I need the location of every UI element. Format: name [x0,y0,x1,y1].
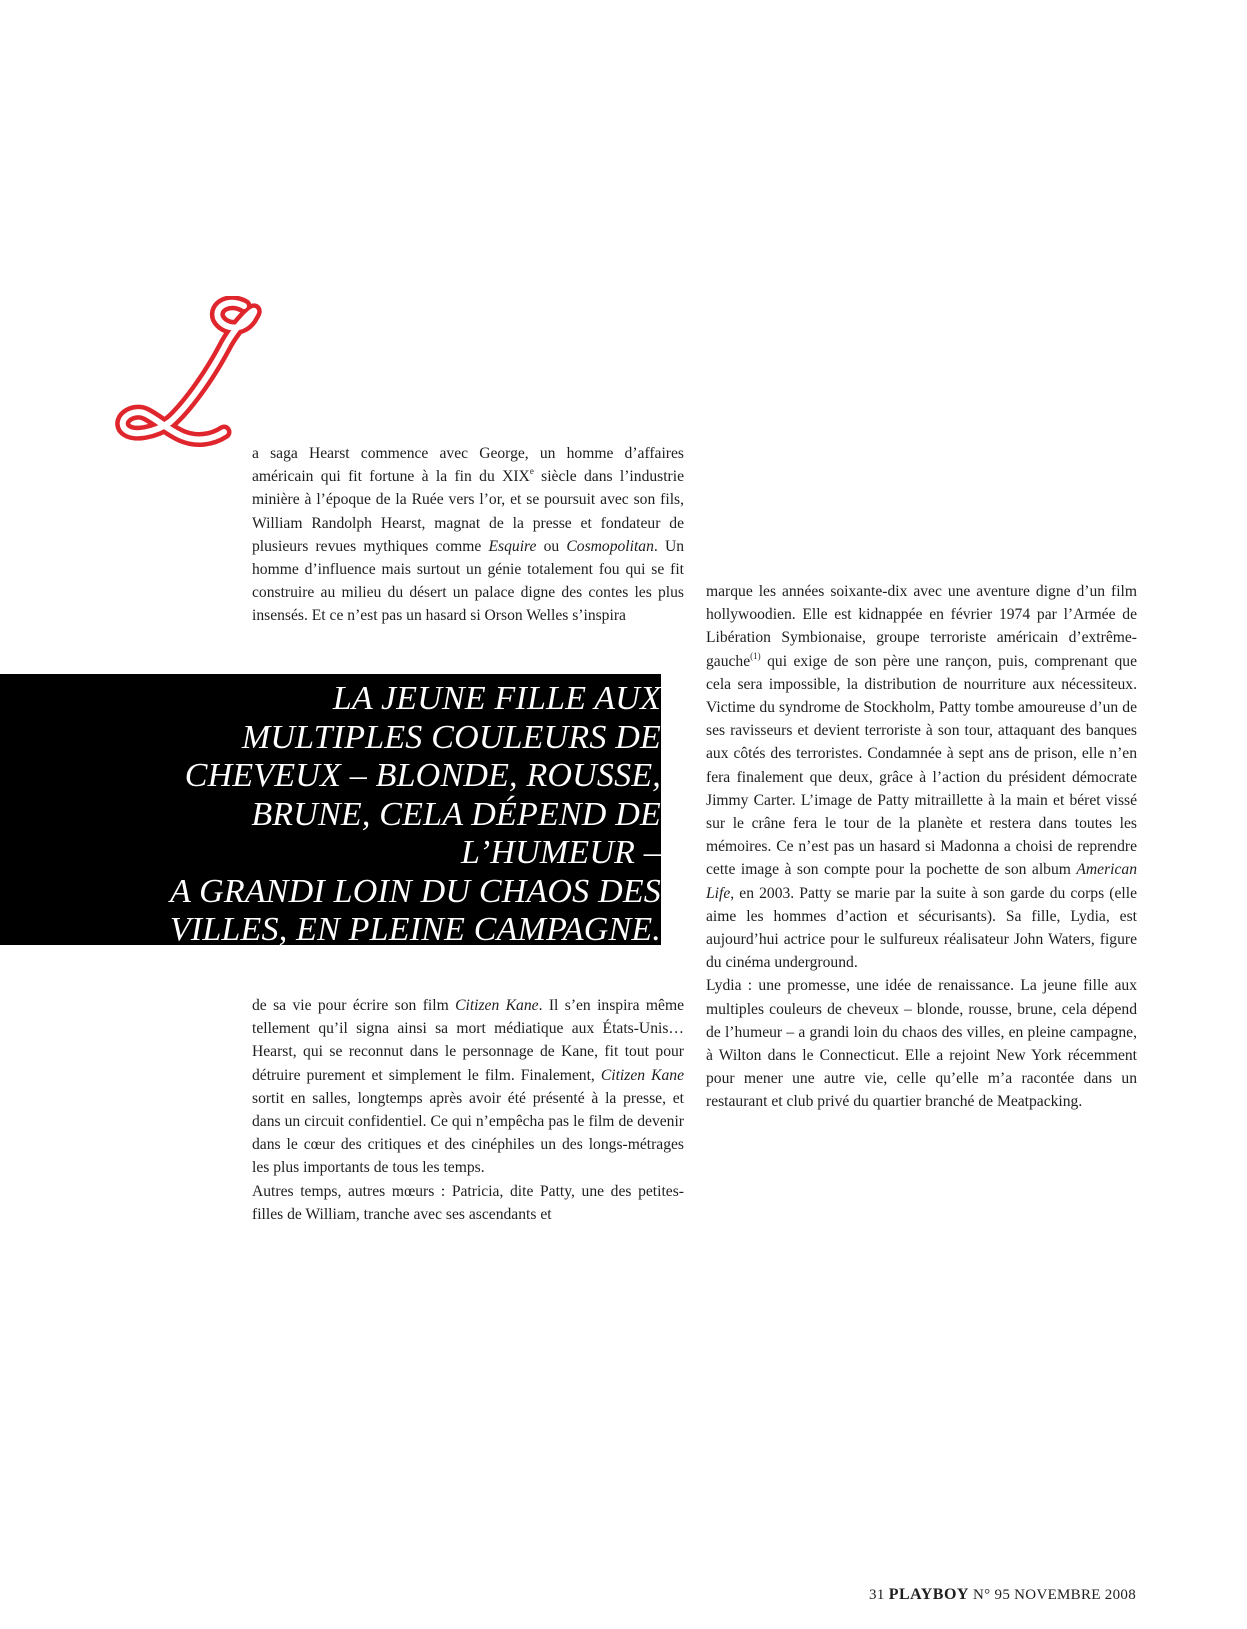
page-number: 31 [869,1587,885,1603]
body-paragraph: Autres temps, autres mœurs : Patricia, dite Patty, une des petites-filles de William, tranche avec ses ascendants et [252,1182,684,1223]
intro-paragraph: a saga Hearst commence avec George, un homme d’affaires américain qui fit fortune à la fin du XIXe siècle dans l’industrie minière à l’époque de la Ruée vers l’or, et se poursuit avec son fils, William Randolph Hearst, magnat de la presse et fondateur de plusieurs revues mythiques comme Esquire ou Cosmopolitan. Un homme d’influence mais surtout un génie totalement fou qui se fit construire au milieu du désert un palace digne des contes les plus insensés. Et ce n’est pas un hasard si Orson Welles s’inspira [252,445,685,625]
article-column-1-top [252,442,684,628]
magazine-name: PLAYBOY [888,1586,969,1603]
page-footer [869,1586,1136,1604]
pull-quote-text [0,680,661,950]
pull-quote-line: BRUNE, CELA DÉPEND DE [251,795,661,833]
article-column-1-bottom [252,994,684,1226]
body-paragraph: de sa vie pour écrire son film Citizen Kane. Il s’en inspira même tellement qu’il signa ainsi sa mort médiatique aux États-Unis… Hearst, qui se reconnut dans le personnage de Kane, fit tout pour détruire purement et simplement le film. Finalement, Citizen Kane sortit en salles, longtemps après avoir été présenté à la presse, et dans un circuit confidentiel. Ce qui n’empêcha pas le film de devenir dans le cœur des critiques et des cinéphiles un des longs-métrages les plus importants de tous les temps. [252,997,685,1177]
issue-info: N° 95 NOVEMBRE 2008 [973,1587,1136,1603]
pull-quote-line: L’HUMEUR – [461,834,661,871]
pull-quote [0,674,661,948]
body-paragraph: marque les années soixante-dix avec une aventure digne d’un film hollywoodien. Elle est kidnappée en février 1974 par l’Armée de Libération Symbionaise, groupe terroriste américain d’extrême-gauche$^{(1)}$ qui exige de son père une rançon, puis, comprenant que cela sera impossible, la distribution de nourriture aux nécessiteux. Victime du syndrome de Stockholm, Patty tombe amoureuse d’un de ses ravisseurs et devient terroriste à son tour, attaquant des banques aux côtés des terroristes. Condamnée à sept ans de prison, elle n’en fera finalement que deux, grâce à l’action du président démocrate Jimmy Carter. L’image de Patty mitraillette à la main et béret vissé sur le crâne fera le tour de la planète et restera dans toutes les mémoires. Ce n’est pas un hasard si Madonna a choisi de reprendre cette image à son compte pour la pochette de son album American Life, en 2003. Patty se marie par la suite à son garde du corps (elle aime les hommes d’action et sécurisants). Sa fille, Lydia, est aujourd’hui actrice pour le sulfureux réalisateur John Waters, figure du cinéma underground. [706,583,1137,972]
pull-quote-line: VILLES, EN PLEINE CAMPAGNE. [169,911,661,948]
pull-quote-line: MULTIPLES COULEURS DE [241,718,661,756]
body-paragraph: Lydia : une promesse, une idée de renaissance. La jeune fille aux multiples couleurs de cheveux – blonde, rousse, brune, cela dépend de l’humeur – a grandi loin du chaos des villes, en pleine campagne, à Wilton dans le Connecticut. Elle a rejoint New York récemment pour mener une autre vie, celle qu’elle m’a racontée dans un restaurant et club privé du quartier branché de Meatpacking. [706,977,1137,1111]
article-column-2 [706,580,1137,1114]
pull-quote-line: LA JEUNE FILLE AUX [332,680,661,717]
pull-quote-line: A GRANDI LOIN DU CHAOS DES [170,872,661,910]
pull-quote-line: CHEVEUX – BLONDE, ROUSSE, [184,757,661,794]
drop-cap-letter [112,296,272,466]
drop-cap-l-icon [112,296,272,466]
